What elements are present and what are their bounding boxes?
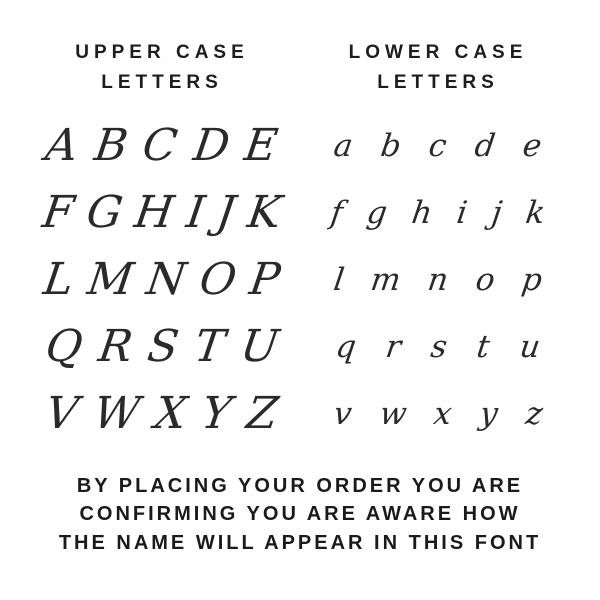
uppercase-title-line-1: UPPER CASE bbox=[75, 42, 249, 63]
script-letter-Q: Q bbox=[42, 321, 87, 373]
script-letter-w: w bbox=[377, 395, 409, 432]
lowercase-row-3 bbox=[300, 247, 576, 314]
script-letter-x: x bbox=[431, 395, 455, 432]
uppercase-row-3 bbox=[24, 247, 300, 314]
script-letter-Z: Z bbox=[243, 388, 282, 440]
script-letter-u: u bbox=[517, 328, 543, 365]
lowercase-row-4 bbox=[300, 314, 576, 381]
script-letter-M: M bbox=[84, 254, 137, 306]
disclaimer-line-2: CONFIRMING YOU ARE AWARE HOW bbox=[79, 503, 521, 526]
lowercase-column bbox=[300, 38, 576, 448]
script-letter-a: a bbox=[331, 127, 356, 164]
lowercase-title-line-2: LETTERS bbox=[377, 72, 499, 94]
script-letter-Y: Y bbox=[198, 388, 236, 440]
script-letter-o: o bbox=[473, 261, 498, 298]
script-letter-V: V bbox=[42, 388, 82, 440]
script-letter-e: e bbox=[520, 127, 545, 164]
script-letter-v: v bbox=[331, 395, 355, 432]
uppercase-row-5 bbox=[24, 381, 300, 448]
lowercase-title-line-1: LOWER CASE bbox=[348, 42, 528, 63]
lowercase-row-5 bbox=[300, 381, 576, 448]
uppercase-row-1 bbox=[24, 113, 300, 180]
script-letter-B: B bbox=[91, 120, 131, 172]
lowercase-row-2 bbox=[300, 180, 576, 247]
script-letter-k: k bbox=[523, 194, 548, 231]
uppercase-title-line-2: LETTERS bbox=[101, 72, 223, 94]
script-letter-t: t bbox=[474, 328, 493, 365]
script-letter-m: m bbox=[368, 261, 404, 298]
script-letter-i: i bbox=[454, 194, 470, 231]
script-letter-R: R bbox=[95, 321, 136, 373]
script-letter-y: y bbox=[477, 395, 501, 432]
script-letter-j: j bbox=[489, 194, 504, 231]
script-letter-c: c bbox=[426, 127, 450, 164]
script-letter-A: A bbox=[42, 120, 82, 172]
order-disclaimer bbox=[0, 472, 600, 557]
uppercase-letter-rows bbox=[24, 113, 300, 448]
script-letter-n: n bbox=[425, 261, 451, 298]
script-letter-b: b bbox=[378, 127, 404, 164]
script-letter-D: D bbox=[190, 120, 233, 172]
script-letter-O: O bbox=[196, 254, 240, 306]
script-letter-N: N bbox=[143, 254, 190, 306]
lowercase-letter-rows bbox=[300, 113, 576, 448]
script-letter-E: E bbox=[241, 120, 282, 172]
lowercase-column-title bbox=[300, 38, 576, 99]
script-letter-s: s bbox=[428, 328, 450, 365]
script-letter-P: P bbox=[246, 254, 284, 306]
script-letter-d: d bbox=[472, 127, 498, 164]
uppercase-column-title bbox=[24, 38, 300, 99]
script-letter-I: I bbox=[183, 187, 208, 239]
script-letter-p: p bbox=[519, 261, 545, 298]
script-letter-G: G bbox=[83, 187, 126, 239]
script-letter-U: U bbox=[237, 321, 282, 373]
disclaimer-line-3: THE NAME WILL APPEAR IN THIS FONT bbox=[58, 531, 542, 554]
uppercase-column bbox=[24, 38, 300, 448]
script-letter-h: h bbox=[409, 194, 435, 231]
script-letter-z: z bbox=[523, 395, 545, 432]
script-letter-H: H bbox=[131, 187, 178, 239]
script-letter-q: q bbox=[333, 328, 359, 365]
script-letter-T: T bbox=[191, 321, 228, 373]
script-letter-g: g bbox=[364, 194, 390, 231]
script-letter-W: W bbox=[90, 388, 143, 440]
uppercase-row-2 bbox=[24, 180, 300, 247]
uppercase-row-4 bbox=[24, 314, 300, 381]
script-letter-L: L bbox=[40, 254, 78, 306]
script-letter-K: K bbox=[244, 187, 285, 239]
disclaimer-line-1: BY PLACING YOUR ORDER YOU ARE bbox=[76, 474, 524, 497]
script-letter-S: S bbox=[144, 321, 183, 373]
script-letter-C: C bbox=[139, 120, 181, 172]
lowercase-row-1 bbox=[300, 113, 576, 180]
script-letter-J: J bbox=[213, 187, 239, 239]
script-letter-X: X bbox=[151, 388, 190, 440]
script-letter-F: F bbox=[39, 187, 78, 239]
script-letter-f: f bbox=[328, 194, 345, 231]
script-letter-l: l bbox=[331, 261, 347, 298]
script-letter-r: r bbox=[383, 328, 404, 365]
